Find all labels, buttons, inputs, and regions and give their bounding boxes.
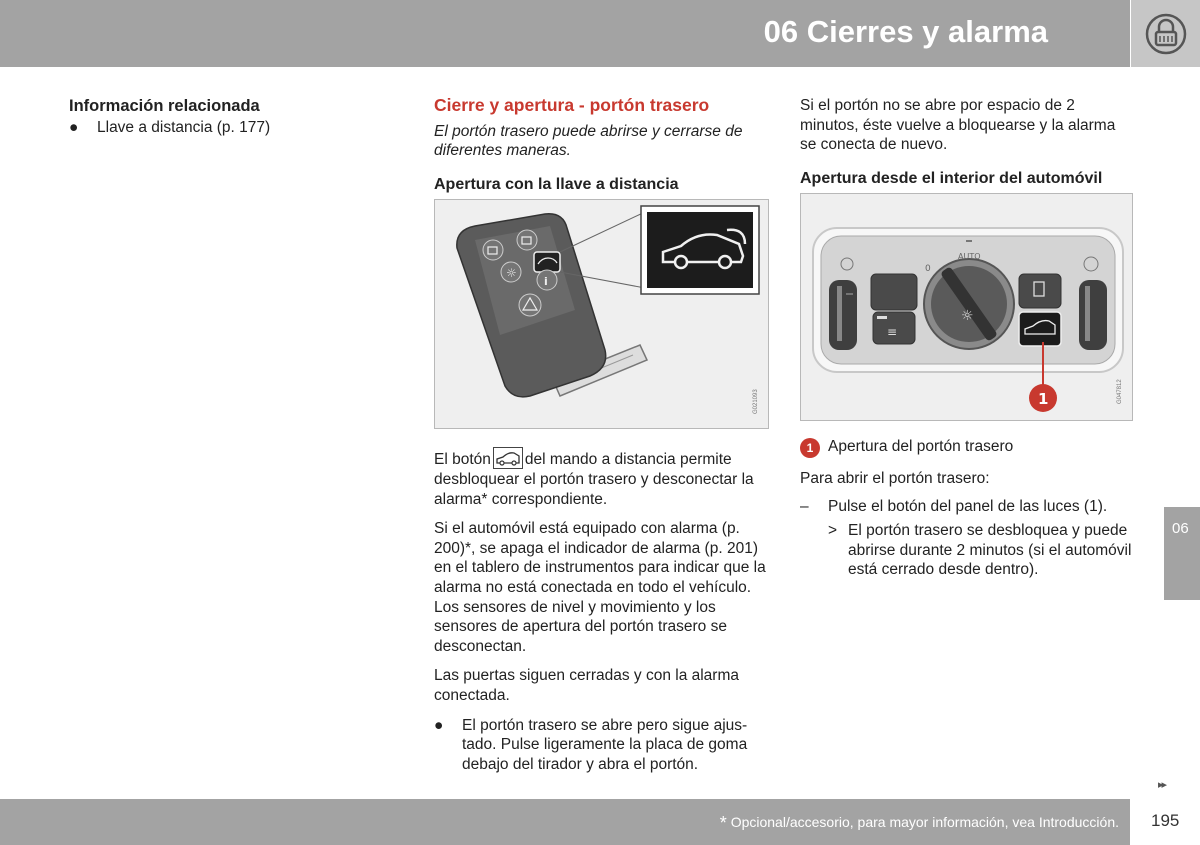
chapter-title: 06 Cierres y alarma bbox=[763, 14, 1048, 49]
continue-arrow-icon: ▸▸ bbox=[1158, 779, 1166, 791]
related-heading: Información relacionada bbox=[69, 97, 260, 115]
footer-band bbox=[0, 799, 1130, 845]
remote-paragraph-2: Si el automóvil está equipado con alarma (p. 200)*, se apaga el indicador de alarma (p. 201) en el tablero de instrumentos para indicar que la alarma no está conectada en todo el vehículo. Los sensores de nivel y movimiento y los sensores de apertura del portón trasero se desconectan. bbox=[434, 520, 766, 655]
step-marker: – bbox=[800, 497, 809, 515]
light-panel-figure bbox=[800, 193, 1133, 421]
callout-number-badge: 1 bbox=[800, 438, 820, 458]
remote-key-figure bbox=[434, 199, 769, 429]
instruction-step bbox=[800, 497, 1135, 517]
remote-heading: Apertura con la llave a distancia bbox=[434, 175, 679, 193]
remote-key-illustration bbox=[435, 200, 768, 428]
zero-label: 0 bbox=[925, 264, 931, 275]
padlock-icon bbox=[1145, 13, 1187, 55]
interior-heading: Apertura desde el interior del automóvil bbox=[800, 169, 1103, 187]
bullet-icon: ● bbox=[434, 716, 444, 734]
chapter-side-tab-label: 06 bbox=[1172, 520, 1189, 537]
remote-p1-start: El botón bbox=[434, 451, 491, 469]
step-text: Pulse el botón del panel de las luces (1). bbox=[828, 497, 1108, 515]
remote-bullet bbox=[434, 716, 769, 775]
instruction-intro: Para abrir el portón trasero: bbox=[800, 469, 990, 487]
section-column bbox=[434, 96, 769, 774]
figure-code: G047812 bbox=[1117, 379, 1123, 405]
svg-text:☼: ☼ bbox=[506, 266, 517, 281]
chapter-header-band bbox=[0, 0, 1130, 67]
figure-callout-number: 1 bbox=[1038, 390, 1049, 409]
section-intro: El portón trasero puede abrirse y cerrarse de diferentes maneras. bbox=[434, 122, 743, 160]
footer-note-text: Opcional/accesorio, para mayor información, vea Introducción. bbox=[730, 814, 1119, 830]
instruction-result bbox=[800, 521, 1135, 580]
remote-paragraph-3: Las puertas siguen cerradas y con la alarma conectada. bbox=[434, 667, 739, 704]
timeout-paragraph: Si el portón no se abre por espacio de 2 minutos, éste vuelve a bloquearse y la alarma se conecta de nuevo. bbox=[800, 97, 1116, 154]
interior-column bbox=[800, 96, 1135, 580]
remote-p1-end: del mando a distancia permite desbloquear el portón trasero y desconectar la alarma* correspondiente. bbox=[434, 451, 754, 508]
svg-text:i: i bbox=[544, 275, 548, 289]
callout-text: Apertura del portón trasero bbox=[828, 438, 1014, 456]
auto-label: AUTO bbox=[958, 252, 981, 262]
tailgate-button-icon bbox=[493, 447, 523, 469]
light-panel-illustration bbox=[801, 194, 1132, 420]
footer-note bbox=[720, 813, 1119, 834]
page-number: 195 bbox=[1151, 811, 1180, 830]
chapter-icon-box bbox=[1131, 0, 1200, 67]
bullet-icon: ● bbox=[69, 118, 79, 136]
section-title: Cierre y apertura - portón trasero bbox=[434, 95, 710, 115]
figure-code: G021093 bbox=[753, 389, 759, 415]
related-info-column bbox=[69, 97, 369, 137]
remote-paragraph-1 bbox=[434, 447, 769, 509]
related-item-link[interactable]: Llave a distancia (p. 177) bbox=[97, 118, 271, 136]
related-item[interactable] bbox=[69, 118, 369, 138]
footer-asterisk: * bbox=[719, 813, 727, 833]
chapter-side-tab[interactable] bbox=[1164, 507, 1200, 600]
svg-text:≡: ≡ bbox=[887, 325, 898, 340]
result-text: El portón trasero se desbloquea y puede abrirse durante 2 minutos (si el automóvil está cerrado desde dentro). bbox=[848, 522, 1132, 579]
callout-item bbox=[800, 437, 1135, 457]
result-marker: > bbox=[828, 522, 838, 540]
remote-bullet-text: El portón trasero se abre pero sigue ajustado. Pulse ligeramente la placa de goma debajo del tirador y abra el portón. bbox=[462, 716, 748, 773]
svg-text:☼: ☼ bbox=[961, 308, 974, 325]
